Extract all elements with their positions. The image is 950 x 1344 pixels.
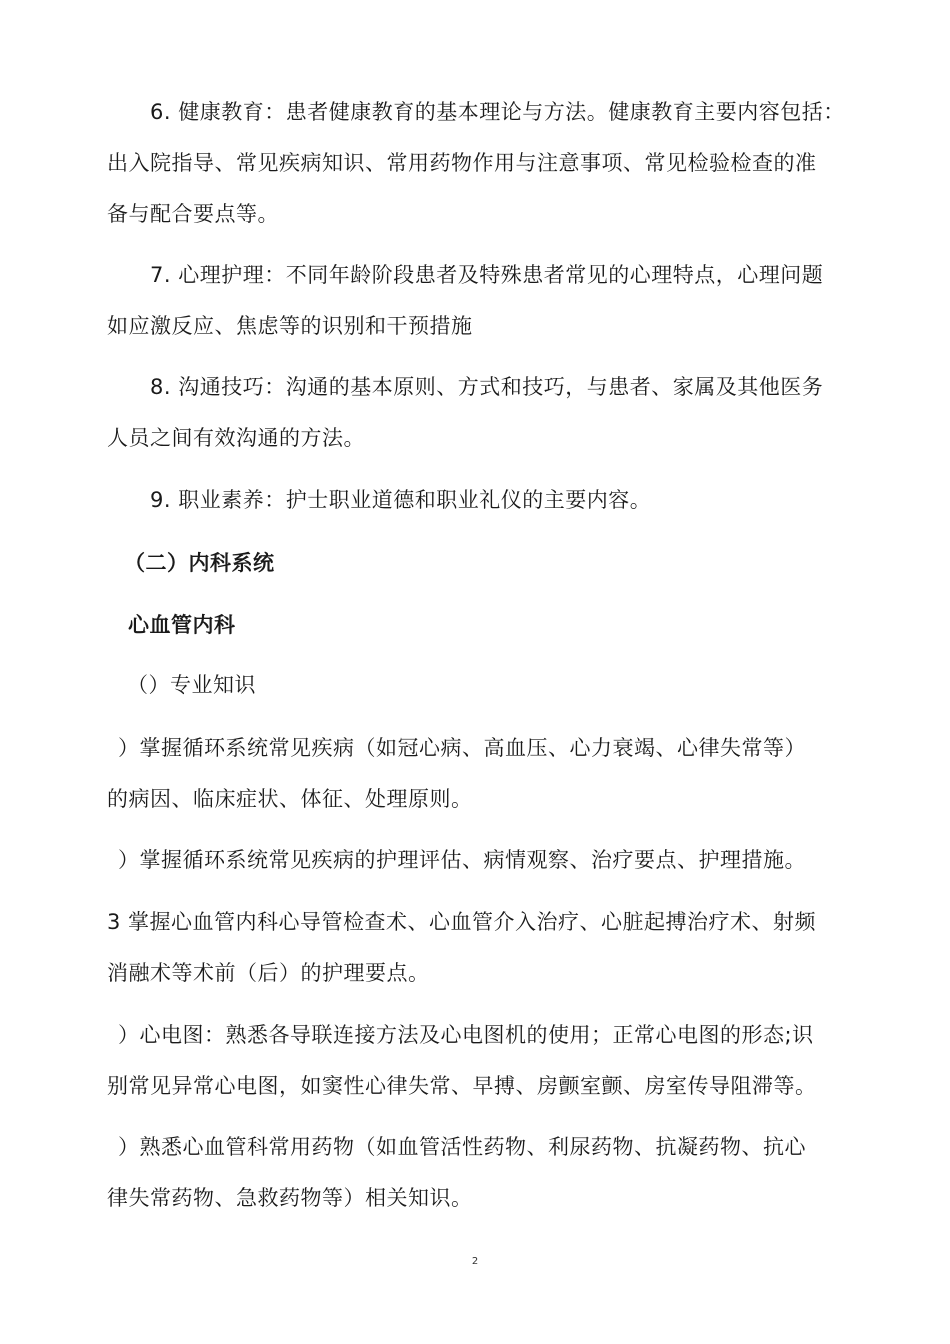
- paragraph-health-education-line-1: 6. 健康教育：患者健康教育的基本理论与方法。健康教育主要内容包括：: [150, 100, 845, 124]
- subsection-heading: 心血管内科: [128, 613, 236, 637]
- paragraph-health-education-line-2: 出入院指导、常见疾病知识、常用药物作用与注意事项、常见检验检查的准: [107, 151, 817, 175]
- paragraph-professionalism-line-1: 9. 职业素养：护士职业道德和职业礼仪的主要内容。: [150, 488, 652, 512]
- list-item-1-line-2: 的病因、临床症状、体征、处理原则。: [107, 787, 473, 811]
- section-heading: （二）内科系统: [124, 551, 275, 575]
- list-item-4-line-1: ）心电图：熟悉各导联连接方法及心电图机的使用；正常心电图的形态;识: [118, 1023, 814, 1047]
- list-item-5-line-2: 律失常药物、急救药物等）相关知识。: [107, 1186, 473, 1210]
- list-item-2-line-1: ）掌握循环系统常见疾病的护理评估、病情观察、治疗要点、护理措施。: [118, 848, 806, 872]
- page-number: 2: [471, 1256, 479, 1267]
- list-item-5-line-1: ）熟悉心血管科常用药物（如血管活性药物、利尿药物、抗凝药物、抗心: [118, 1135, 806, 1159]
- list-item-3-line-1: 3 掌握心血管内科心导管检查术、心血管介入治疗、心脏起搏治疗术、射频: [107, 910, 817, 934]
- knowledge-heading: （）专业知识: [127, 673, 256, 697]
- paragraph-psychological-care-line-2: 如应激反应、焦虑等的识别和干预措施: [107, 314, 473, 338]
- list-item-1-line-1: ）掌握循环系统常见疾病（如冠心病、高血压、心力衰竭、心律失常等）: [118, 736, 806, 760]
- list-item-3-line-2: 消融术等术前（后）的护理要点。: [107, 961, 430, 985]
- paragraph-communication-line-2: 人员之间有效沟通的方法。: [107, 426, 365, 450]
- list-item-4-line-2: 别常见异常心电图，如窦性心律失常、早搏、房颤室颤、房室传导阻滞等。: [107, 1074, 817, 1098]
- paragraph-psychological-care-line-1: 7. 心理护理：不同年龄阶段患者及特殊患者常见的心理特点，心理问题: [150, 263, 824, 287]
- paragraph-health-education-line-3: 备与配合要点等。: [107, 202, 279, 226]
- paragraph-communication-line-1: 8. 沟通技巧：沟通的基本原则、方式和技巧，与患者、家属及其他医务: [150, 375, 824, 399]
